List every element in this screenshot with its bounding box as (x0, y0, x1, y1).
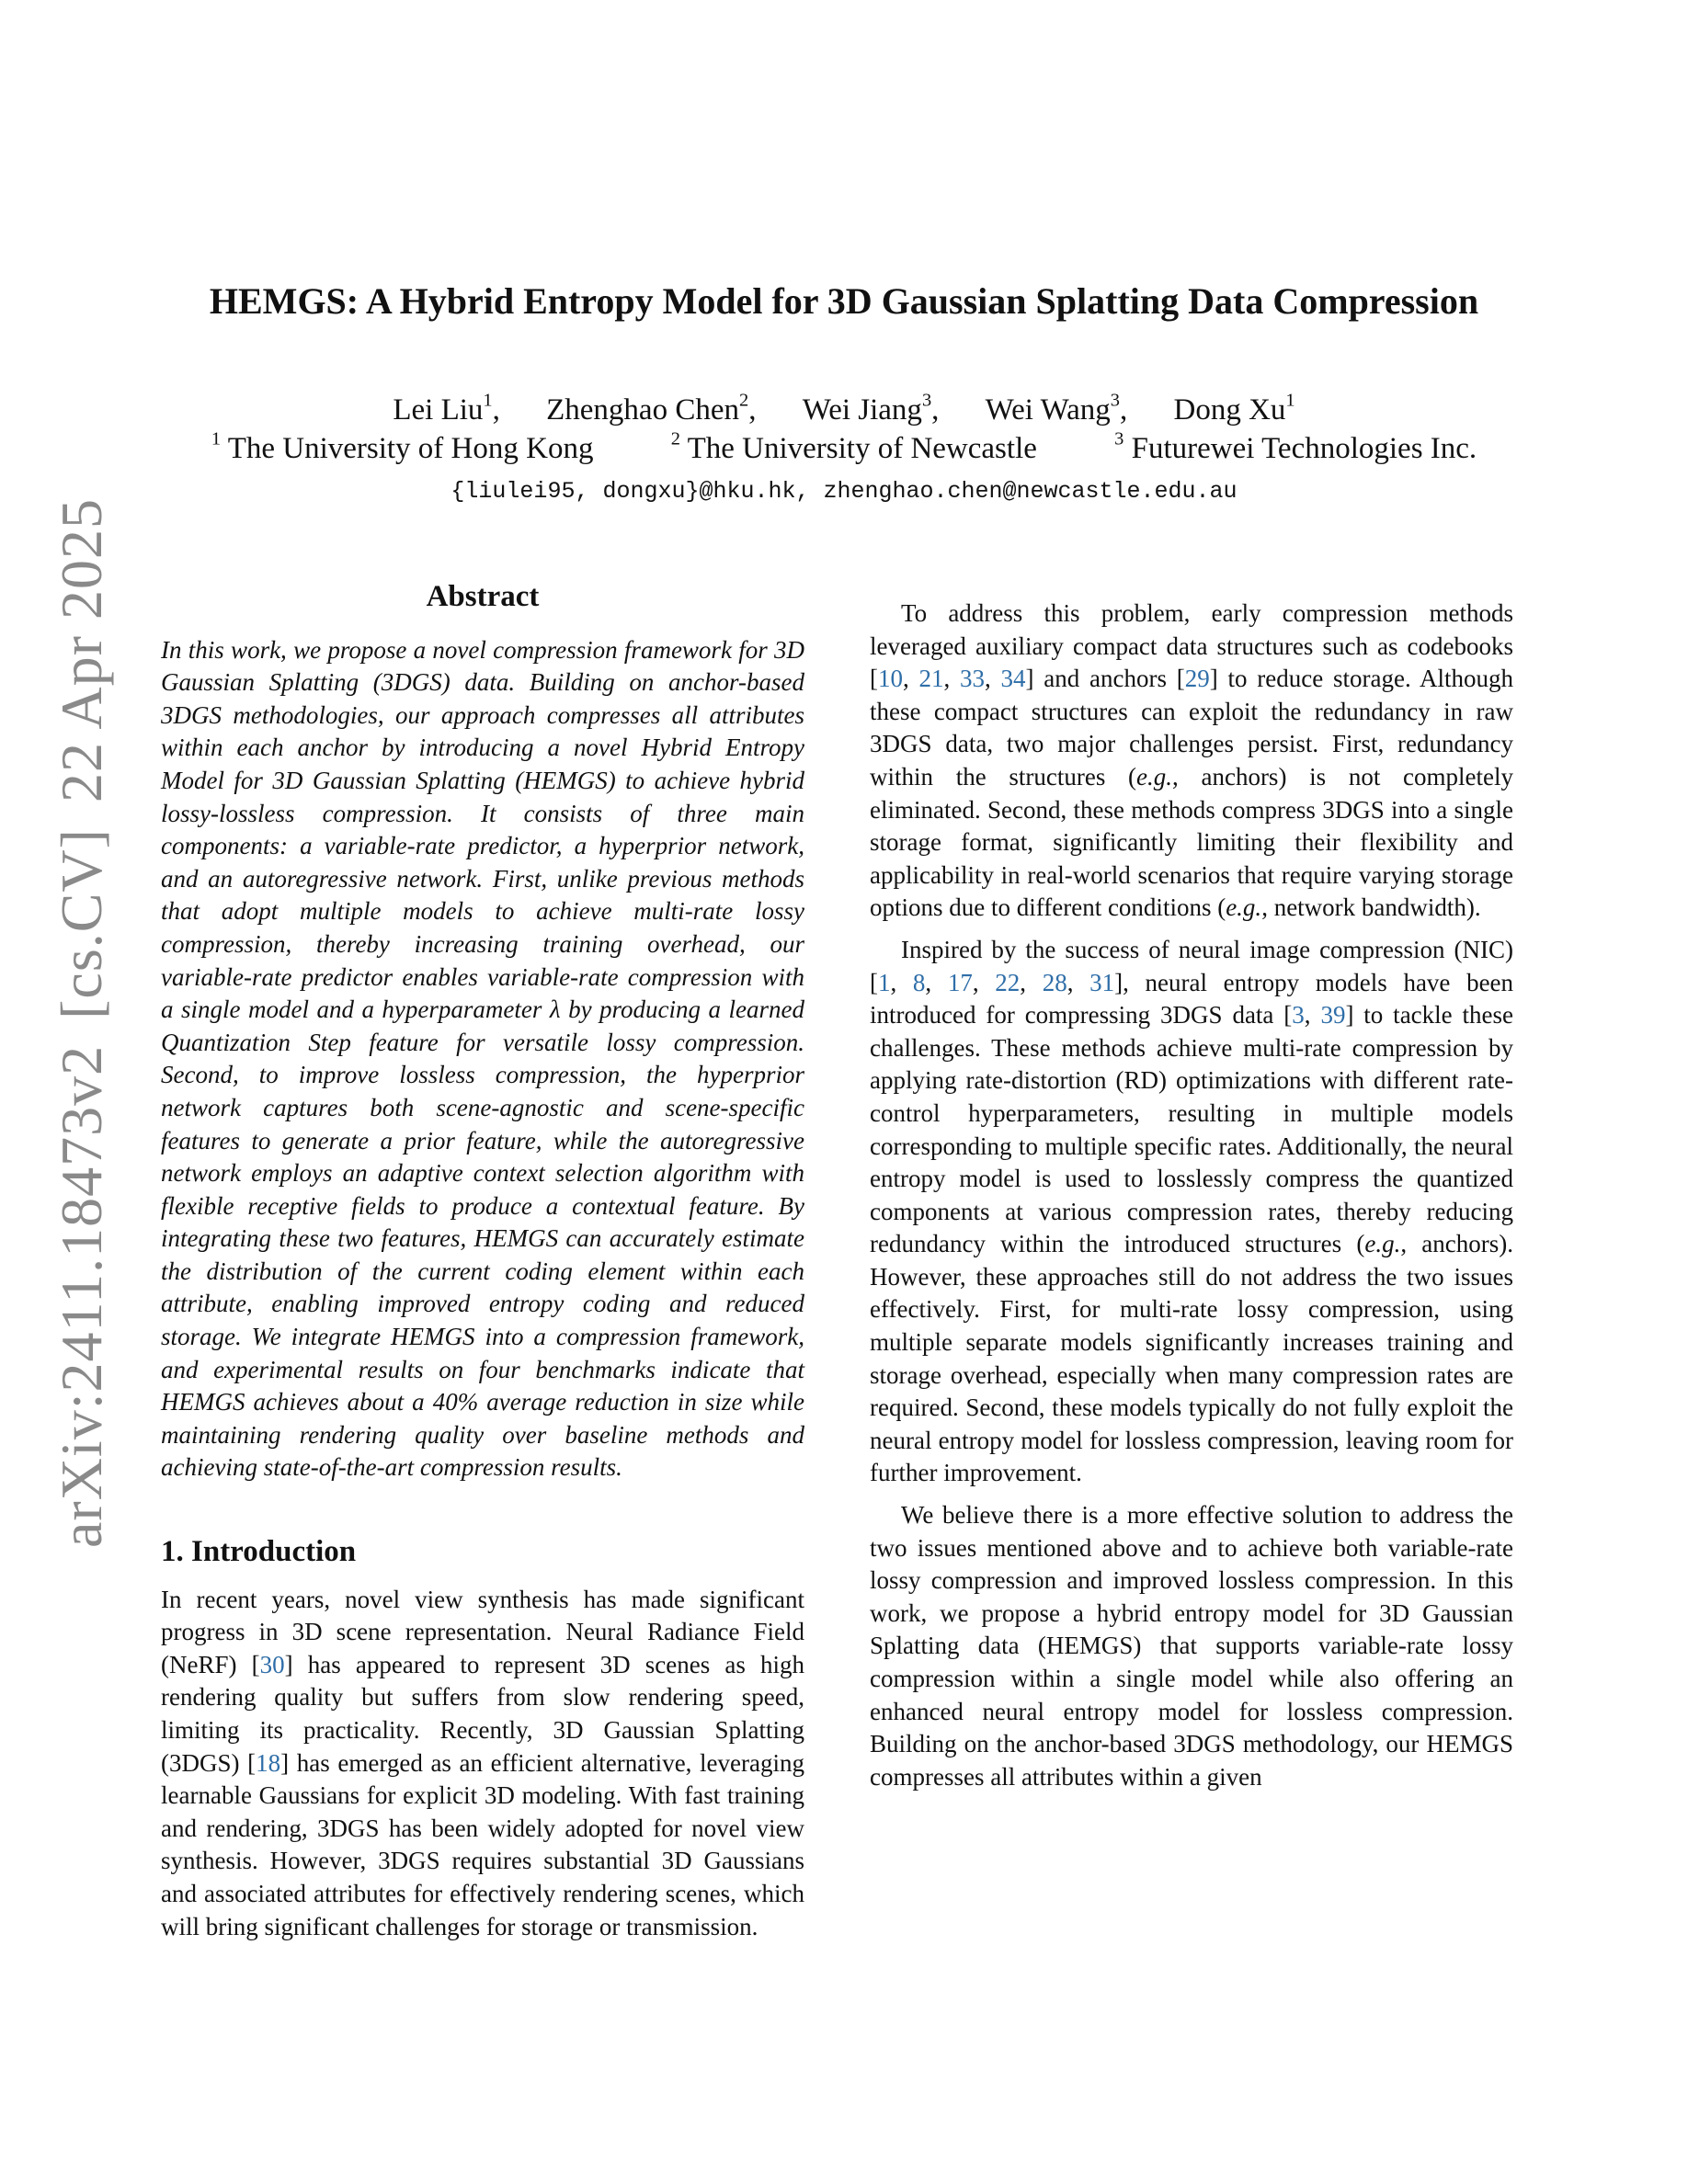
citation-link[interactable]: 1 (878, 968, 891, 996)
citation-link[interactable]: 22 (995, 968, 1021, 996)
affiliation: $^3$ Futurewei Technologies Inc. (1114, 428, 1477, 465)
citation-link[interactable]: 30 (259, 1650, 285, 1678)
intro-paragraph-4: We believe there is a more effective solution to address the two issues mentioned above and to achieve both variable-rate lossy compression and improved lossless compression. In this work, we propose a hybrid entropy model for 3D Gaussian Splatting data (HEMGS) that supports variable-rate lossy compression within a single model while also offering an enhanced neural entropy model for lossless compression. Building on the anchor-based 3DGS methodology, our HEMGS compresses all attributes within a given (870, 1501, 1513, 1791)
citation-link[interactable]: 39 (1320, 1001, 1346, 1029)
affiliation: $^1$ The University of Hong Kong (211, 428, 594, 465)
arxiv-sidebar (48, 472, 116, 1548)
citation-link[interactable]: 8 (912, 968, 926, 996)
citation-link[interactable]: 21 (918, 665, 944, 693)
abstract-heading: Abstract (426, 580, 540, 613)
author: Wei Wang$^3$, (985, 390, 1128, 427)
arxiv-date: 22 Apr 2025 (49, 498, 114, 803)
citation-link[interactable]: 3 (1292, 1001, 1305, 1029)
citation-link[interactable]: 29 (1184, 665, 1210, 693)
paper-title: HEMGS: A Hybrid Entropy Model for 3D Gaussian Splatting Data Compression (209, 280, 1479, 322)
citation-link[interactable]: 18 (256, 1748, 281, 1777)
citation-link[interactable]: 33 (960, 665, 986, 693)
intro-paragraph-1: In recent years, novel view synthesis has made significant progress in 3D scene representation. Neural Radiance Field (NeRF) [30] has appeared to represent 3D scenes as high rendering quality but suffers from slow rendering speed, limiting its practicality. Recently, 3D Gaussian Splatting (3DGS) [18] has emerged as an efficient alternative, leveraging learnable Gaussians for explicit 3D modeling. With fast training and rendering, 3DGS has been widely adopted for novel view synthesis. However, 3DGS requires substantial 3D Gaussians and associated attributes for effectively rendering scenes, which will bring significant challenges for storage or transmission. (161, 1585, 805, 1940)
affiliation: $^2$ The University of Newcastle (670, 428, 1037, 465)
arxiv-category: [cs.CV] (49, 828, 114, 1019)
citation-link[interactable]: 28 (1042, 968, 1067, 996)
author: Lei Liu$^1$, (393, 390, 500, 427)
section-heading-introduction: 1. Introduction (161, 1535, 357, 1569)
citation-link[interactable]: 31 (1089, 968, 1115, 996)
arxiv-id: arXiv:2411.18473v2 (49, 1044, 114, 1548)
author: Dong Xu$^1$ (1173, 390, 1295, 427)
author-emails: {liulei95, dongxu}@hku.hk, zhenghao.chen@newcastle.edu.au (451, 478, 1237, 505)
intro-paragraph-2: To address this problem, early compression methods leveraged auxiliary compact data structures such as codebooks [10, 21, 33, 34] and anchors [29] to reduce storage. Although these compact structures can exploit the redundancy in raw 3DGS data, two major challenges persist. First, redundancy within the structures (e.g., anchors) is not completely eliminated. Second, these methods compress 3DGS into a single storage format, significantly limiting their flexibility and applicability in real-world scenarios that require varying storage options due to different conditions (e.g., network bandwidth). (870, 599, 1514, 922)
citation-link[interactable]: 17 (947, 968, 973, 996)
right-column (870, 588, 1513, 1793)
author: Zhenghao Chen$^2$, (546, 390, 757, 427)
author-list (0, 390, 1688, 427)
affiliation-list (0, 428, 1688, 466)
left-column (161, 572, 804, 1943)
intro-paragraph-3: Inspired by the success of neural image compression (NIC) [1, 8, 17, 22, 28, 31], neural entropy models have been introduced for compressing 3DGS data [3, 39] to tackle these challenges. These methods achieve multi-rate compression by applying rate-distortion (RD) optimizations with different rate-control hyperparameters, resulting in multiple models corresponding to multiple specific rates. Additionally, the neural entropy model is used to losslessly compress the quantized components at various compression rates, thereby reducing redundancy within the introduced structures (e.g., anchors). However, these approaches still do not address the two issues effectively. First, for multi-rate lossy compression, using multiple separate models significantly increases training and storage overhead, especially when many compression rates are required. Second, these models typically do not fully exploit the neural entropy model for lossless compression, leaving room for further improvement. (870, 935, 1514, 1487)
citation-link[interactable]: 34 (1000, 665, 1026, 693)
author: Wei Jiang$^3$, (802, 390, 940, 427)
citation-link[interactable]: 10 (878, 665, 903, 693)
abstract-text: In this work, we propose a novel compression framework for 3D Gaussian Splatting (3DGS) data. Building on anchor-based 3DGS methodologies, our approach compresses all attributes within each anchor by introducing a novel Hybrid Entropy Model for 3D Gaussian Splatting (HEMGS) to achieve hybrid lossy-lossless compression. It consists of three main components: a variable-rate predictor, a hyperprior network, and an autoregressive network. First, unlike previous methods that adopt multiple models to achieve multi-rate lossy compression, thereby increasing training overhead, our variable-rate predictor enables variable-rate compression with a single model and a hyperparameter λ by producing a learned Quantization Step feature for versatile lossy compression. Second, to improve lossless compression, the hyperprior network captures both scene-agnostic and scene-specific features to generate a prior feature, while the autoregressive network employs an adaptive context selection algorithm with flexible receptive fields to produce a contextual feature. By integrating these two features, HEMGS can accurately estimate the distribution of the current coding element within each attribute, enabling improved entropy coding and reduced storage. We integrate HEMGS into a compression framework, and experimental results on four benchmarks indicate that HEMGS achieves about a 40% average reduction in size while maintaining rendering quality over baseline methods and achieving state-of-the-art compression results. (161, 635, 804, 1482)
